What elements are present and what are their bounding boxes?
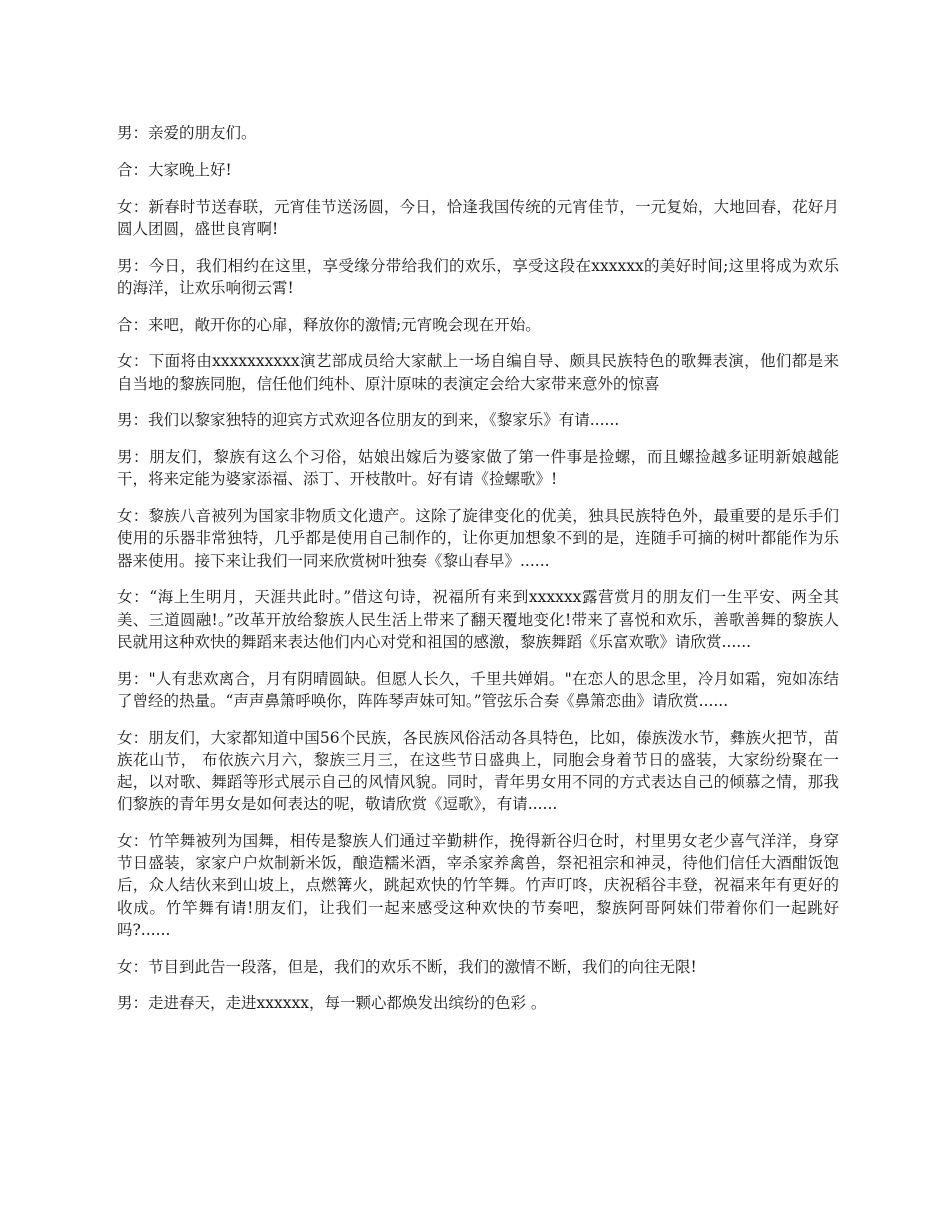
paragraph: 男：走进春天，走进xxxxxx，每一颗心都焕发出缤纷的色彩 。 — [117, 994, 547, 1013]
paragraph: 女：下面将由xxxxxxxxxx演艺部成员给大家献上一场自编自导、颇具民族特色的歌舞表演，他们都是来自当地的黎族同胞，信任他们纯朴、原汁原味的表演定会给大家带来意外的惊喜 — [117, 352, 839, 393]
paragraph: 男：亲爱的朋友们。 — [117, 124, 257, 142]
paragraph: 合：大家晚上好! — [117, 160, 232, 179]
paragraph: 女：黎族八音被列为国家非物质文化遗产。这除了旋律变化的优美，独具民族特色外，最重要的是乐手们使用的乐器非常独特，几乎都是使用自己制作的，让你更加想象不到的是，连随手可摘的树叶都能作为乐器来使用。接下来让我们一同来欣赏树叶独奏《黎山春早》...... — [117, 507, 839, 570]
paragraph: 女：竹竿舞被列为国舞，相传是黎族人们通过辛勤耕作，挽得新谷归仓时，村里男女老少喜气洋洋，身穿节日盛装，家家户户炊制新米饭，酿造糯米酒，宰杀家养禽兽，祭祀祖宗和神灵，待他们信任大酒酣饭饱后，众人结伙来到山坡上，点燃篝火，跳起欢快的竹竿舞。竹声叮咚，庆祝稻谷丰登，祝福来年有更好的收成。竹竿舞有请!朋友们，让我们一起来感受这种欢快的节奏吧，黎族阿哥阿妹们带着你们一起跳好吗?...... — [117, 832, 839, 939]
paragraph: 男：今日，我们相约在这里，享受缘分带给我们的欢乐，享受这段在xxxxxx的美好时间;这里将成为欢乐的海洋，让欢乐响彻云霄! — [117, 256, 839, 297]
paragraph: 女：“海上生明月，天涯共此时。”借这句诗，祝福所有来到xxxxxx露营赏月的朋友们一生平安、两全其美、三道圆融!。”改革开放给黎族人民生活上带来了翻天覆地变化!带来了喜悦和欢乐，善歌善舞的黎族人民就用这种欢快的舞蹈来表达他们内心对党和祖国的感激，黎族舞蹈《乐富欢歌》请欣赏...... — [117, 588, 839, 651]
document-body — [117, 122, 839, 1029]
paragraph: 女：新春时节送春联，元宵佳节送汤圆，今日，恰逢我国传统的元宵佳节，一元复始，大地回春，花好月圆人团圆，盛世良宵啊! — [117, 197, 839, 238]
paragraph: 合：来吧，敞开你的心扉，释放你的激情;元宵晚会现在开始。 — [117, 315, 541, 334]
paragraph: 男：朋友们，黎族有这么个习俗，姑娘出嫁后为婆家做了第一件事是捡螺，而且螺捡越多证明新娘越能干，将来定能为婆家添福、添丁、开枝散叶。好有请《捡螺歌》! — [117, 448, 839, 489]
paragraph: 男：我们以黎家独特的迎宾方式欢迎各位朋友的到来，《黎家乐》有请...... — [117, 411, 620, 430]
paragraph: 女：节目到此告一段落，但是，我们的欢乐不断，我们的激情不断，我们的向往无限! — [117, 957, 697, 976]
paragraph: 女：朋友们，大家都知道中国56个民族，各民族风俗活动各具特色，比如，傣族泼水节，彝族火把节，苗族花山节， 布依族六月六，黎族三月三，在这些节日盛典上，同胞会身着节日的盛装，大家纷纷聚在一起，以对歌、舞蹈等形式展示自己的风情风貌。同时，青年男女用不同的方式表达自己的倾慕之情，那我们黎族的青年男女是如何表达的呢，敬请欣赏《逗歌》，有请...... — [117, 728, 839, 814]
paragraph: 男："人有悲欢离合，月有阴晴圆缺。但愿人长久，千里共婵娟。"在恋人的思念里，冷月如霜，宛如冻结了曾经的热量。“声声鼻箫呼唤你，阵阵琴声妹可知。”管弦乐合奏《鼻箫恋曲》请欣赏...... — [117, 669, 839, 710]
